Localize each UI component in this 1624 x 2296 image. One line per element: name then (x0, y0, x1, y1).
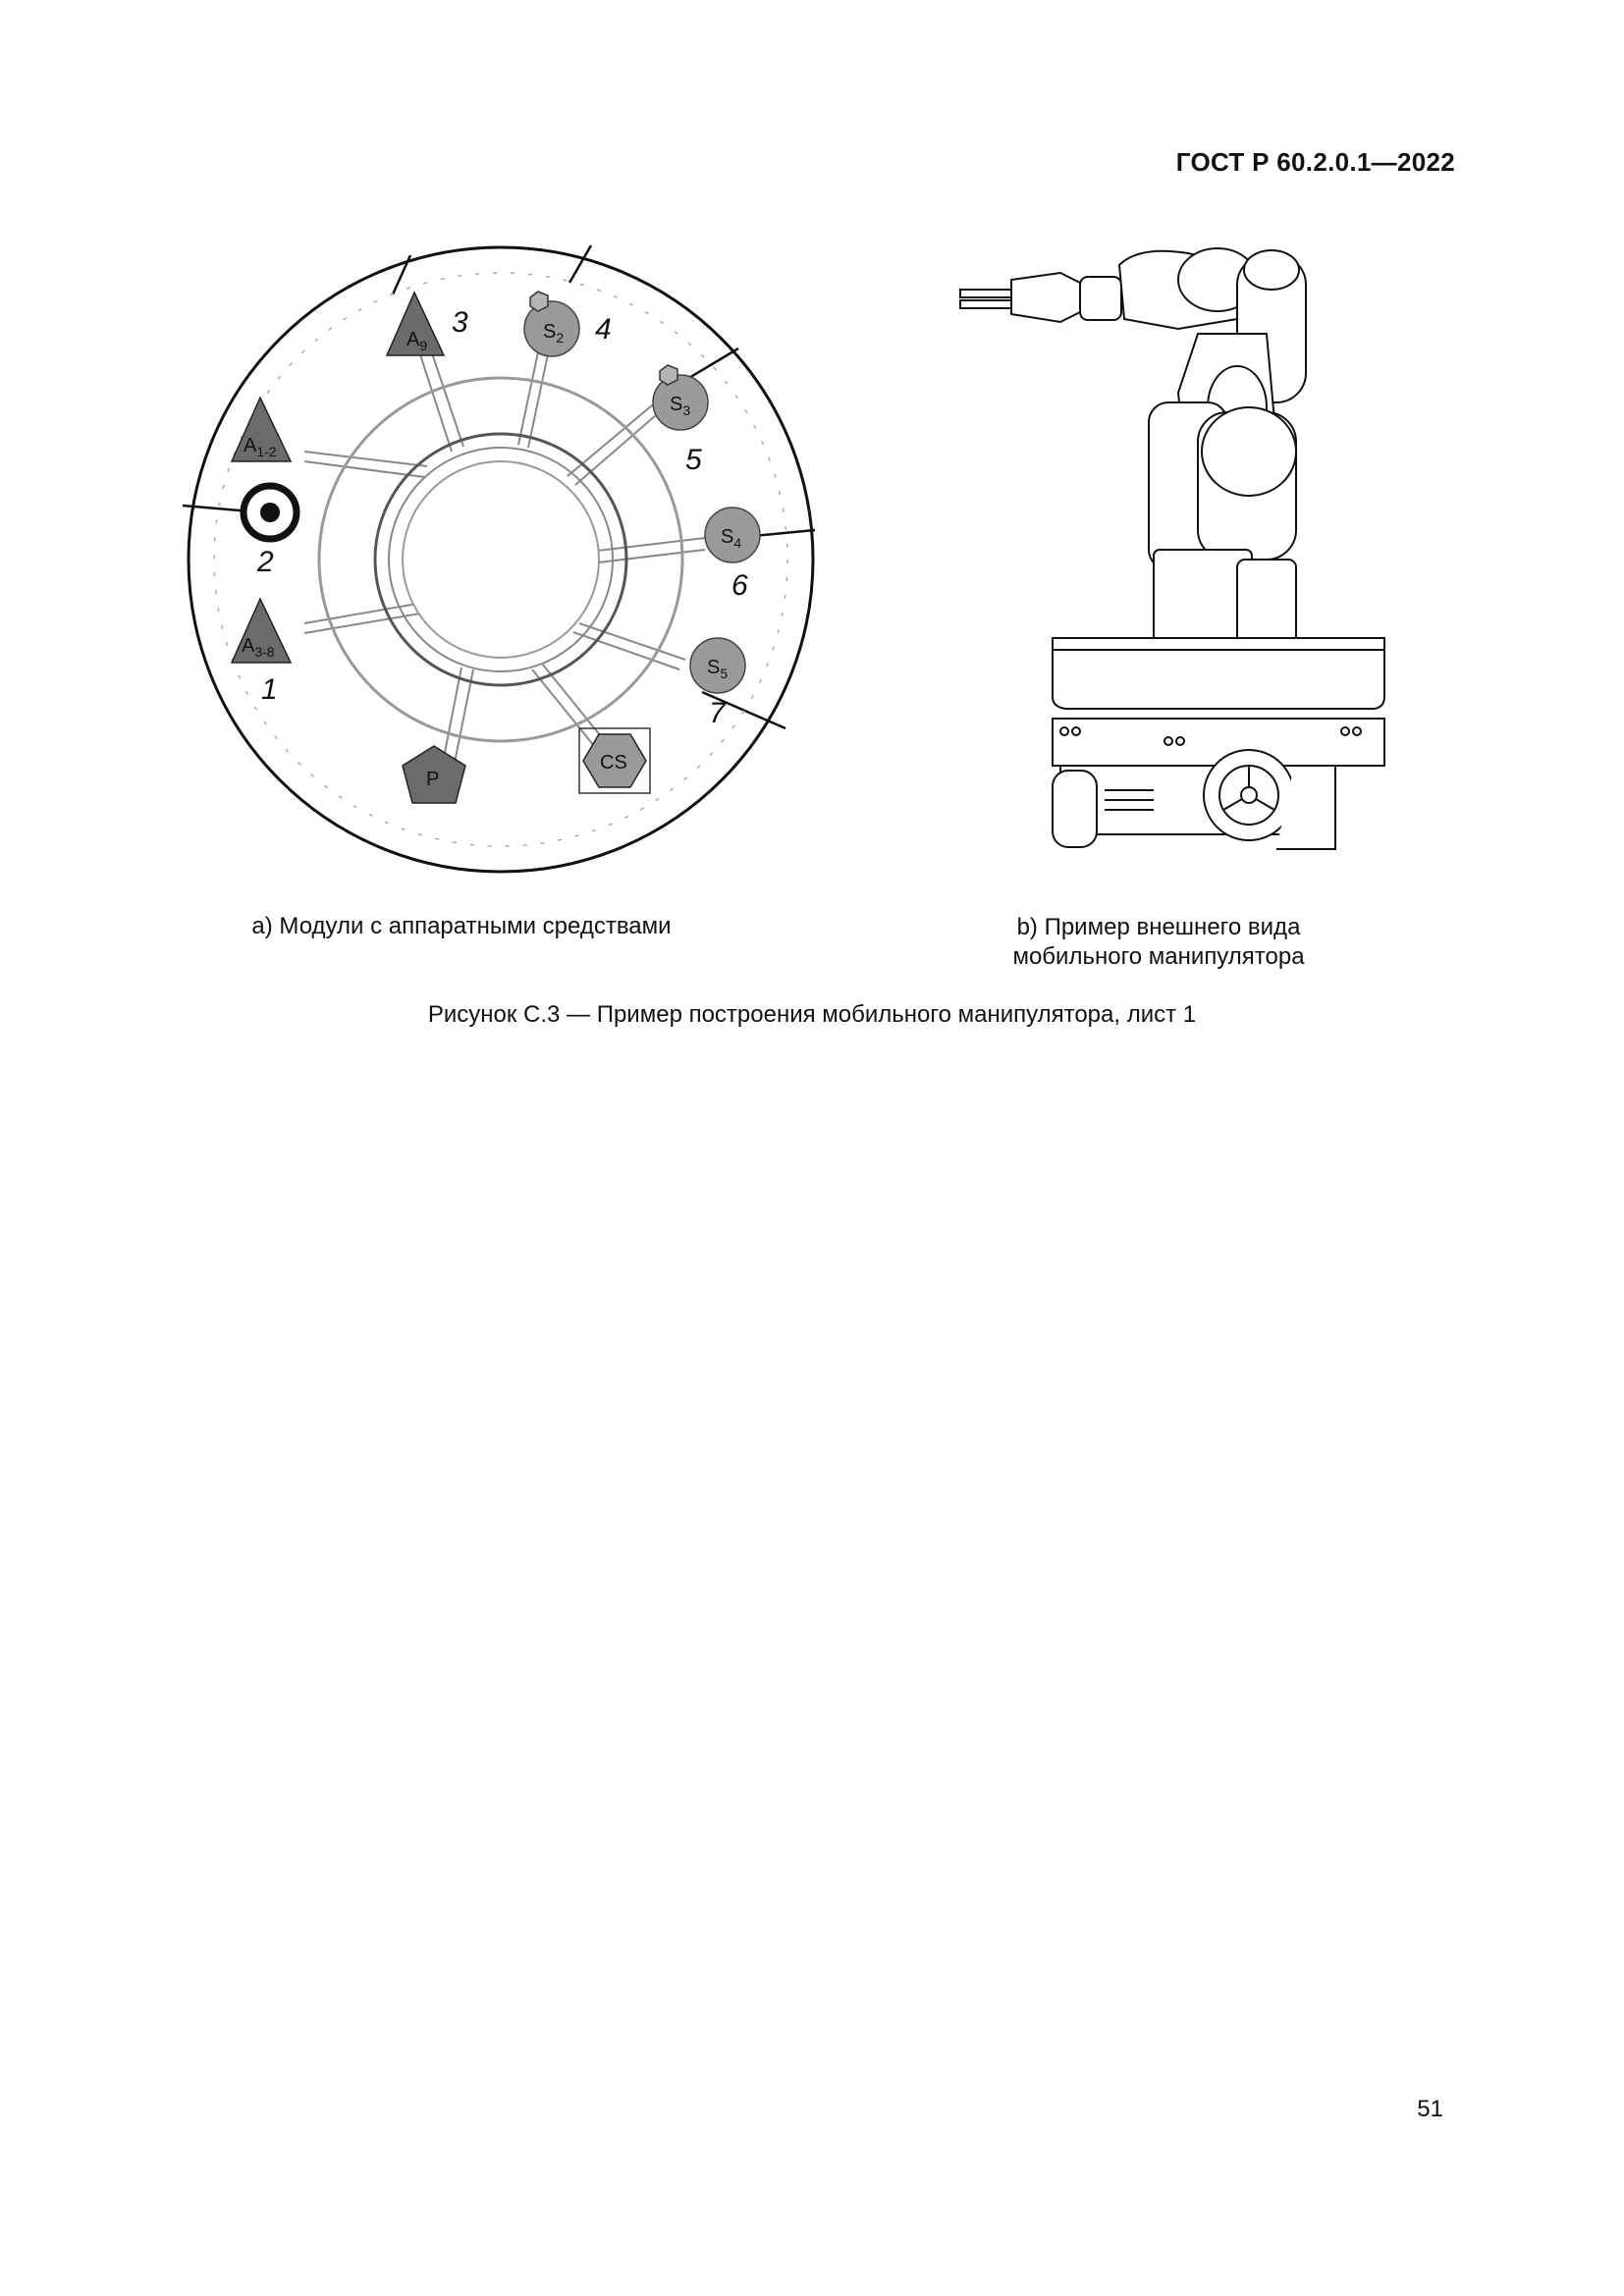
mobile-manipulator-illustration (943, 236, 1404, 874)
svg-text:A1-2: $A_{1-2}$ (244, 435, 277, 459)
svg-text:CS: CS (600, 752, 627, 774)
caption-b (962, 913, 1355, 972)
caption-a: а) Модули с аппаратными средствами (251, 913, 672, 939)
svg-text:2: 2 (257, 546, 274, 578)
svg-text:P: P (426, 769, 440, 790)
svg-text:A9: $A_9$ (406, 329, 428, 353)
caption-b-line2: мобильного манипулятора (1012, 943, 1305, 970)
svg-text:S3: $S_3$ (670, 394, 691, 418)
svg-text:3: 3 (452, 306, 468, 339)
modules-diagram (167, 236, 835, 883)
svg-text:7: 7 (709, 697, 726, 729)
svg-text:4: 4 (595, 313, 612, 346)
page-number: 51 (1417, 2096, 1443, 2122)
figure-caption: Рисунок С.3 — Пример построения мобильного манипулятора, лист 1 (427, 1001, 1197, 1028)
svg-text:1: 1 (261, 673, 278, 706)
svg-text:S5: $S_5$ (707, 657, 729, 681)
svg-text:A3-8: $A_{3-8}$ (242, 635, 275, 660)
caption-b-line1: b) Пример внешнего вида (1016, 914, 1301, 940)
svg-text:5: 5 (685, 444, 702, 476)
inner-ring-light (403, 461, 599, 658)
svg-text:S2: $S_2$ (543, 321, 565, 346)
svg-text:6: 6 (731, 569, 748, 602)
svg-text:S4: $S_4$ (721, 526, 742, 551)
document-header: ГОСТ Р 60.2.0.1—2022 (1175, 147, 1455, 177)
